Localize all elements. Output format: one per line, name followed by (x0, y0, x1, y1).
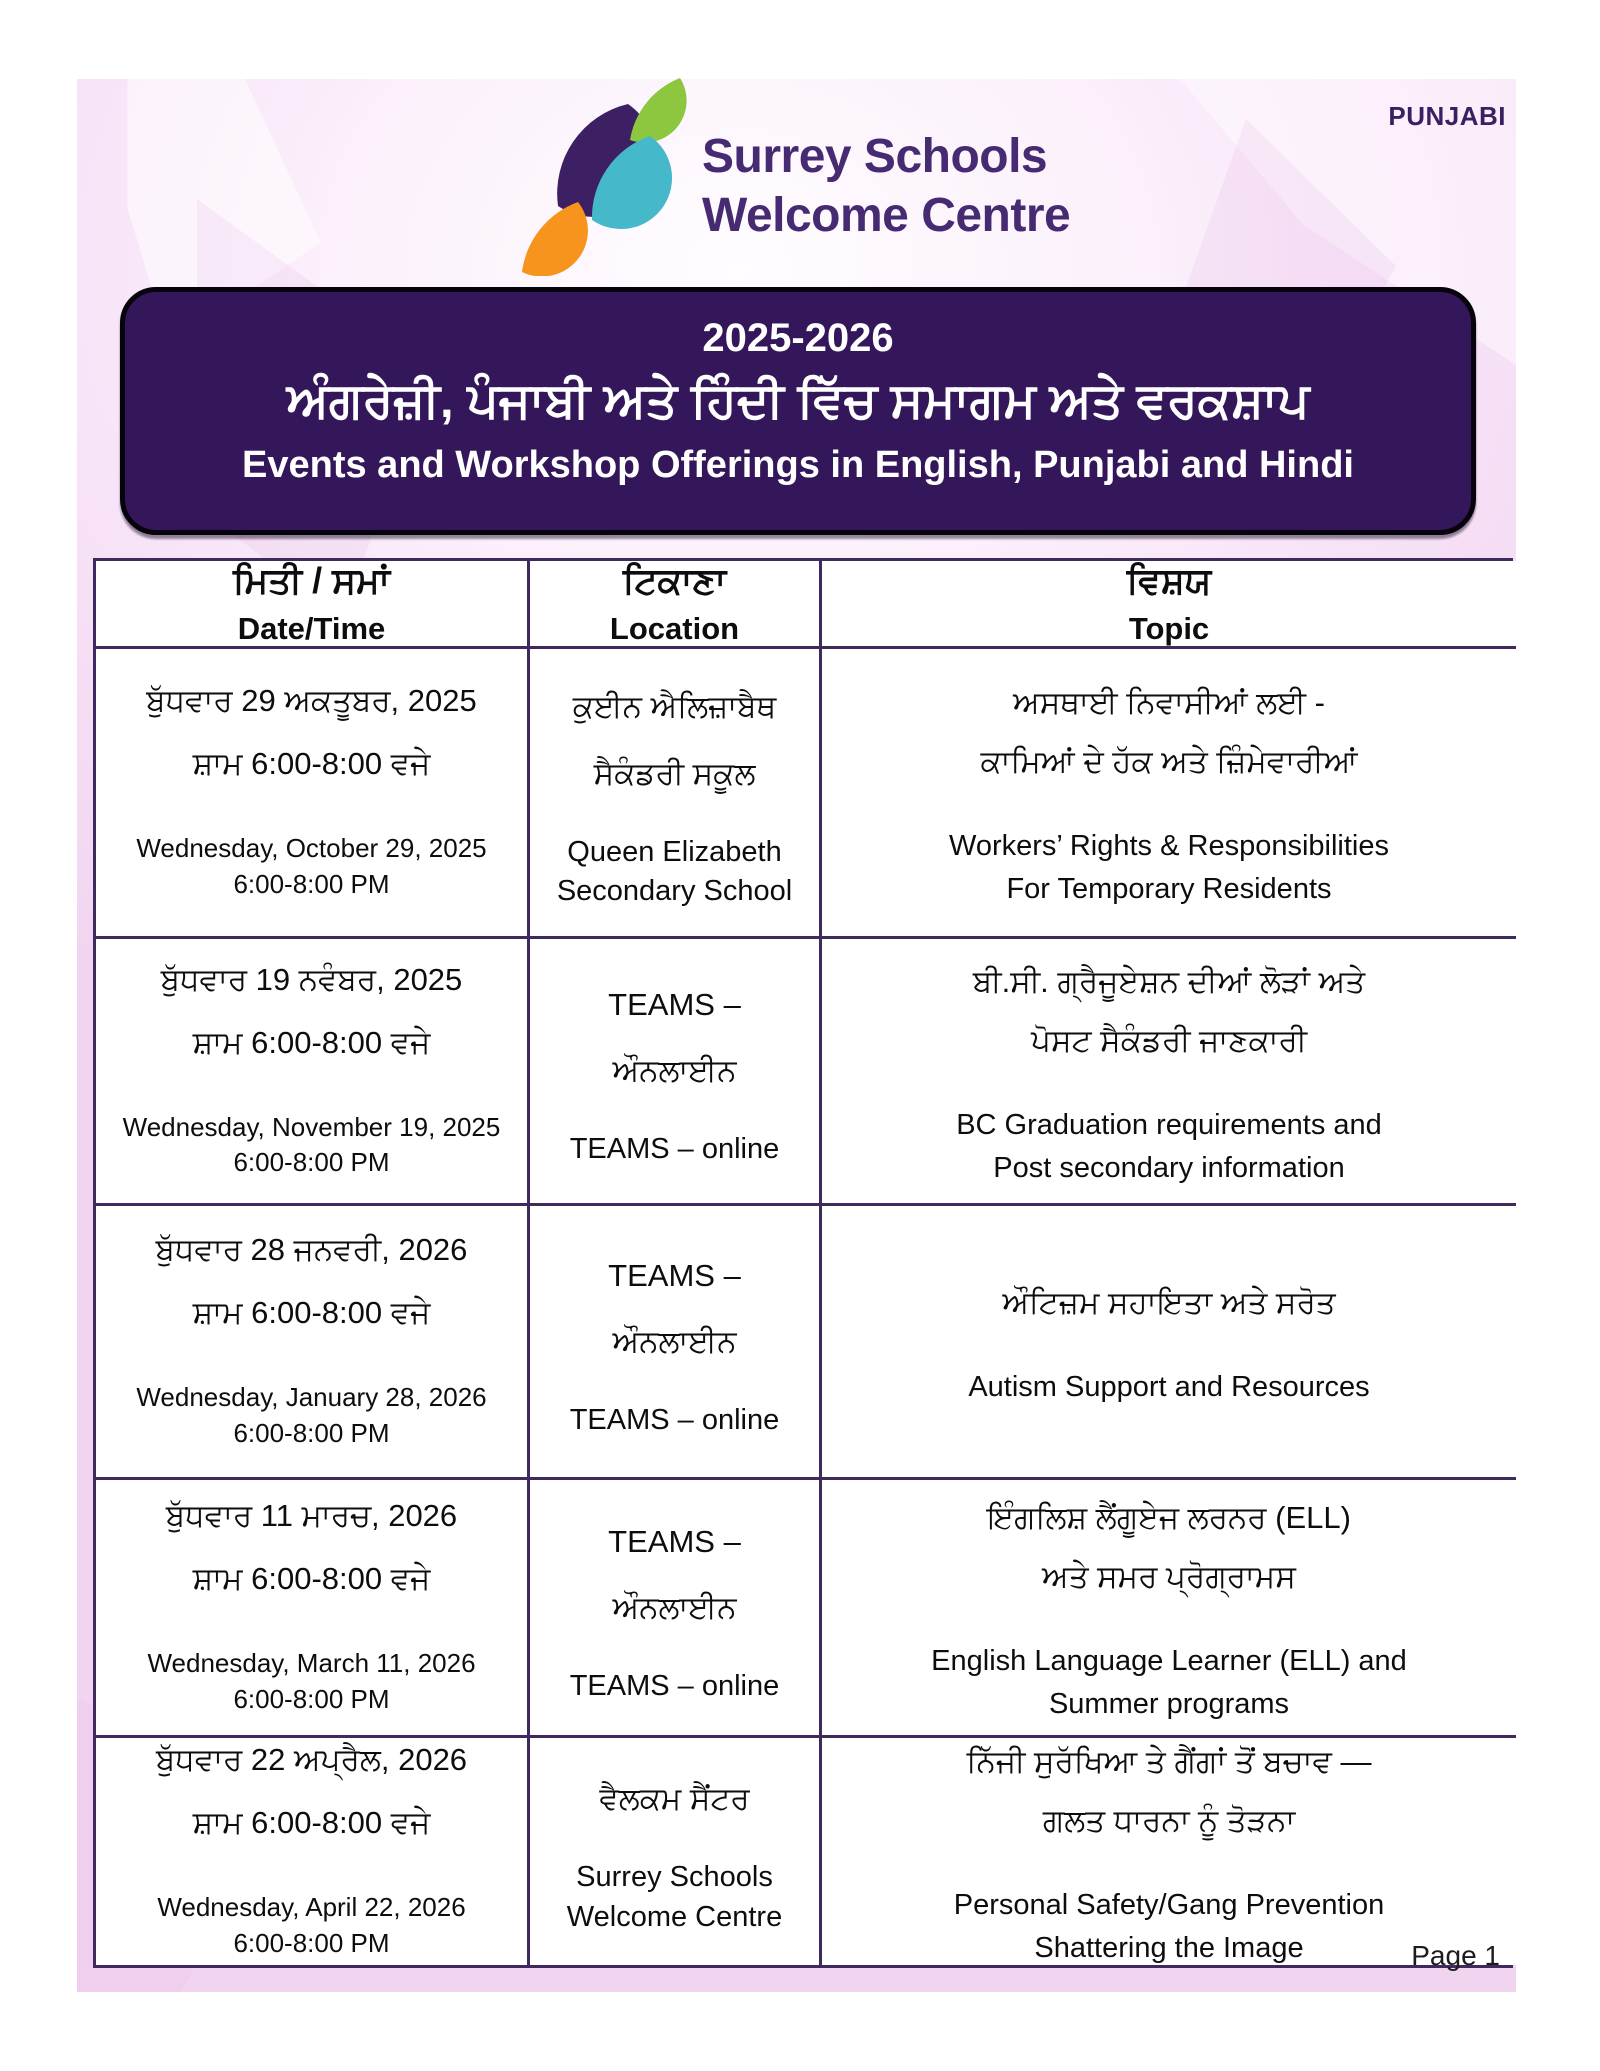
location-punjabi: ਔਨਲਾਈਨ (612, 1053, 737, 1089)
location-punjabi: ਕੁਈਨ ਐਲਿਜ਼ਾਬੈਥ (572, 688, 777, 724)
date-time-cell (96, 649, 530, 939)
date-english: Wednesday, March 11, 2026 (147, 1648, 476, 1679)
topic-punjabi: ਕਾਮਿਆਂ ਦੇ ਹੱਕ ਅਤੇ ਜ਼ਿੰਮੇਵਾਰੀਆਂ (980, 744, 1358, 779)
topic-punjabi: ਅਤੇ ਸਮਰ ਪ੍ਰੋਗ੍ਰਾਮਸ (1042, 1559, 1296, 1594)
banner-title-punjabi: ਅੰਗਰੇਜ਼ੀ, ਪੰਜਾਬੀ ਅਤੇ ਹਿੰਦੀ ਵਿੱਚ ਸਮਾਗਮ ਅਤੇ ਵਰਕਸ਼ਾਪ (286, 374, 1310, 428)
location-english: TEAMS – online (569, 1669, 780, 1702)
time-english: 6:00-8:00 PM (233, 1147, 390, 1177)
topic-punjabi: ਔਟਿਜ਼ਮ ਸਹਾਇਤਾ ਅਤੇ ਸਰੋਤ (1002, 1285, 1336, 1320)
topic-english: Post secondary information (993, 1151, 1345, 1184)
location-punjabi: TEAMS – (608, 1523, 741, 1559)
topic-cell (822, 1738, 1516, 1965)
topic-english: Summer programs (1048, 1688, 1290, 1720)
header-cell-topic (822, 561, 1516, 649)
time-english: 6:00-8:00 PM (233, 1683, 390, 1714)
header-location-english: Location (609, 611, 740, 646)
topic-english: Shattering the Image (1034, 1932, 1304, 1964)
topic-english: Workers’ Rights & Responsibilities (949, 830, 1389, 862)
time-punjabi: ਸ਼ਾਮ 6:00-8:00 ਵਜੇ (192, 1295, 431, 1331)
topic-english: For Temporary Residents (1006, 873, 1332, 905)
date-punjabi: ਬੁੱਧਵਾਰ 22 ਅਪ੍ਰੈਲ, 2026 (155, 1742, 468, 1778)
topic-cell (822, 649, 1516, 939)
topic-english: English Language Learner (ELL) and (931, 1645, 1407, 1677)
logo-title (702, 128, 1070, 245)
date-punjabi: ਬੁੱਧਵਾਰ 28 ਜਨਵਰੀ, 2026 (155, 1232, 468, 1268)
location-cell (530, 939, 822, 1206)
date-punjabi: ਬੁੱਧਵਾਰ 29 ਅਕਤੂਬਰ, 2025 (146, 683, 477, 719)
location-cell (530, 1206, 822, 1480)
location-punjabi: ਔਨਲਾਈਨ (612, 1589, 737, 1625)
date-punjabi: ਬੁੱਧਵਾਰ 11 ਮਾਰਚ, 2026 (165, 1498, 458, 1534)
topic-cell (822, 1480, 1516, 1738)
topic-english: BC Graduation requirements and (956, 1108, 1382, 1141)
date-time-cell (96, 1206, 530, 1480)
location-punjabi: TEAMS – (608, 987, 741, 1023)
time-english: 6:00-8:00 PM (233, 1417, 390, 1448)
page-number: Page 1 (1411, 1940, 1500, 1971)
banner-title-english: Events and Workshop Offerings in English, Punjabi and Hindi (242, 444, 1354, 486)
date-english: Wednesday, January 28, 2026 (136, 1382, 487, 1413)
location-english: TEAMS – online (569, 1133, 780, 1166)
date-english: Wednesday, November 19, 2025 (122, 1111, 501, 1142)
location-cell (530, 1480, 822, 1738)
location-punjabi: ਔਨਲਾਈਨ (612, 1323, 737, 1359)
language-label: PUNJABI (1388, 101, 1506, 131)
logo-title-line1: Surrey Schools (702, 130, 1048, 183)
header-cell-date-time (96, 561, 530, 649)
topic-english: Autism Support and Resources (968, 1371, 1370, 1403)
location-english: Welcome Centre (566, 1900, 783, 1933)
time-english: 6:00-8:00 PM (233, 1927, 390, 1958)
surrey-schools-logo-icon (498, 76, 708, 276)
topic-cell (822, 1206, 1516, 1480)
location-punjabi: ਵੈਲਕਮ ਸੈਂਟਰ (599, 1781, 750, 1817)
logo-title-line2: Welcome Centre (702, 188, 1071, 242)
header-location-punjabi: ਟਿਕਾਣਾ (622, 560, 727, 601)
time-punjabi: ਸ਼ਾਮ 6:00-8:00 ਵਜੇ (192, 1561, 431, 1597)
location-english: Surrey Schools (576, 1861, 773, 1894)
location-punjabi: TEAMS – (608, 1257, 741, 1293)
topic-english: Personal Safety/Gang Prevention (953, 1889, 1385, 1921)
topic-punjabi: ਗਲਤ ਧਾਰਨਾ ਨੂੰ ਤੋੜਨਾ (1042, 1803, 1296, 1838)
location-cell (530, 649, 822, 939)
header-topic-english: Topic (1128, 611, 1210, 646)
date-time-cell (96, 939, 530, 1206)
location-english: Secondary School (556, 875, 793, 907)
time-punjabi: ਸ਼ਾਮ 6:00-8:00 ਵਜੇ (192, 1024, 431, 1060)
events-table (93, 558, 1513, 1968)
topic-punjabi: ਬੀ.ਸੀ. ਗ੍ਰੈਜੂਏਸ਼ਨ ਦੀਆਂ ਲੋੜਾਂ ਅਤੇ (972, 963, 1366, 999)
title-banner (120, 287, 1476, 535)
date-time-cell (96, 1480, 530, 1738)
location-cell (530, 1738, 822, 1965)
banner-year: 2025-2026 (702, 316, 894, 360)
date-english: Wednesday, April 22, 2026 (157, 1892, 466, 1923)
date-time-cell (96, 1738, 530, 1965)
time-english: 6:00-8:00 PM (233, 868, 390, 899)
topic-punjabi: ਇੰਗਲਿਸ਼ ਲੈਂਗੂਏਜ ਲਰਨਰ (ELL) (987, 1500, 1351, 1535)
date-english: Wednesday, October 29, 2025 (136, 833, 487, 864)
header-date-time-english: Date/Time (237, 611, 386, 646)
header-topic-punjabi: ਵਿਸ਼ਯ (1126, 560, 1212, 601)
time-punjabi: ਸ਼ਾਮ 6:00-8:00 ਵਜੇ (192, 746, 431, 782)
location-english: Queen Elizabeth (567, 835, 782, 868)
time-punjabi: ਸ਼ਾਮ 6:00-8:00 ਵਜੇ (192, 1805, 431, 1841)
header-date-time-punjabi: ਮਿਤੀ / ਸਮਾਂ (232, 560, 390, 601)
topic-cell (822, 939, 1516, 1206)
header-cell-location (530, 561, 822, 649)
location-english: TEAMS – online (569, 1403, 780, 1436)
location-punjabi: ਸੈਕੰਡਰੀ ਸਕੂਲ (593, 755, 756, 791)
topic-punjabi: ਪੋਸਟ ਸੈਕੰਡਰੀ ਜਾਣਕਾਰੀ (1030, 1022, 1308, 1058)
topic-punjabi: ਨਿੱਜੀ ਸੁਰੱਖਿਆ ਤੇ ਗੈਂਗਾਂ ਤੋਂ ਬਚਾਵ — (966, 1744, 1372, 1779)
date-punjabi: ਬੁੱਧਵਾਰ 19 ਨਵੰਬਰ, 2025 (160, 961, 463, 997)
topic-punjabi: ਅਸਥਾਈ ਨਿਵਾਸੀਆਂ ਲਈ - (1013, 685, 1325, 720)
